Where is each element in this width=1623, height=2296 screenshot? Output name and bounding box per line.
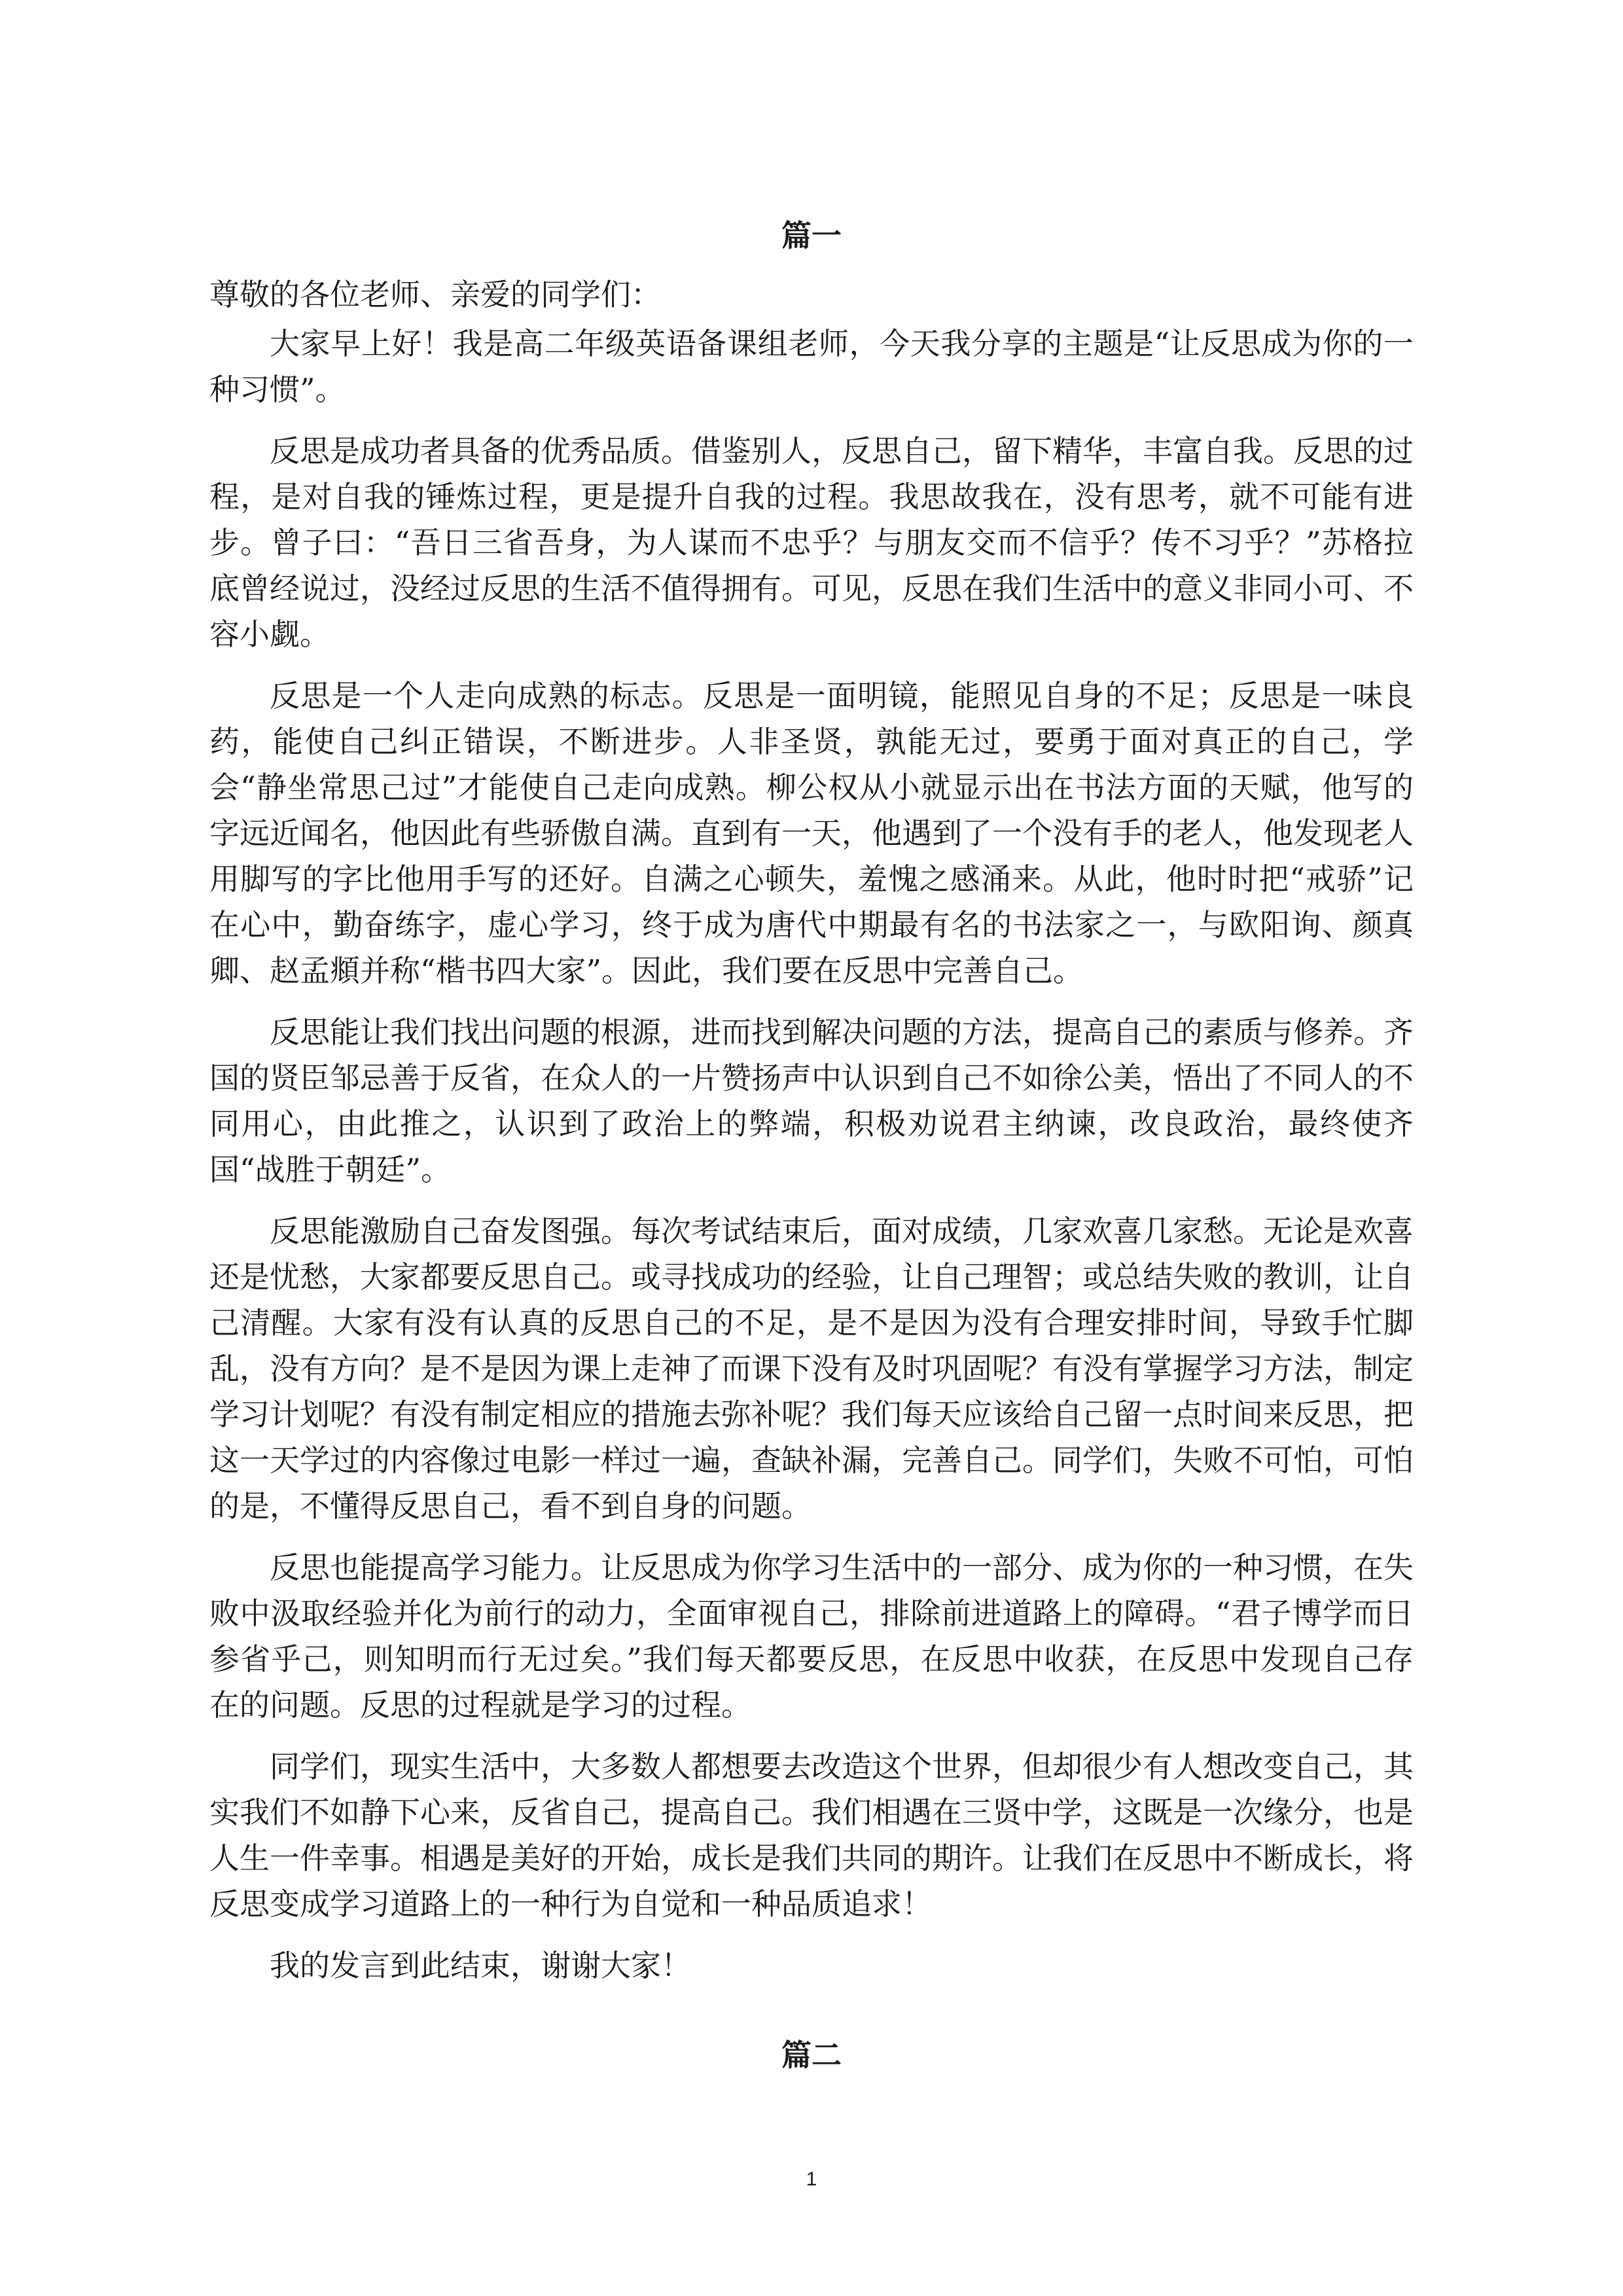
paragraph: 反思是一个人走向成熟的标志。反思是一面明镜，能照见自身的不足；反思是一味良药，能使自己纠正错误，不断进步。人非圣贤，孰能无过，要勇于面对真正的自己，学会“静坐常思己过”才能使自己走向成熟。柳公权从小就显示出在书法方面的天赋，他写的字远近闻名，他因此有些骄傲自满。直到有一天，他遇到了一个没有手的老人，他发现老人用脚写的字比他用手写的还好。自满之心顿失，羞愧之感涌来。从此，他时时把“戒骄”记在心中，勤奋练字，虚心学习，终于成为唐代中期最有名的书法家之一，与欧阳询、颜真卿、赵孟頫并称“楷书四大家”。因此，我们要在反思中完善自己。 (209, 678, 1414, 988)
paragraph: 大家早上好！我是高二年级英语备课组老师，今天我分享的主题是“让反思成为你的一种习惯”。 (209, 326, 1414, 407)
speech-body (209, 321, 1414, 2004)
paragraph: 反思是成功者具备的优秀品质。借鉴别人，反思自己，留下精华，丰富自我。反思的过程，是对自我的锤炼过程，更是提升自我的过程。我思故我在，没有思考，就不可能有进步。曾子曰：“吾日三省吾身，为人谋而不忠乎？与朋友交而不信乎？传不习乎？”苏格拉底曾经说过，没经过反思的生活不值得拥有。可见，反思在我们生活中的意义非同小可、不容小觑。 (209, 433, 1414, 652)
paragraph: 我的发言到此结束，谢谢大家！ (270, 1948, 691, 1983)
section-title-1: 篇一 (781, 218, 842, 253)
section-title-2: 篇二 (781, 2037, 842, 2073)
paragraph: 反思能激励自己奋发图强。每次考试结束后，面对成绩，几家欢喜几家愁。无论是欢喜还是忧愁，大家都要反思自己。或寻找成功的经验，让自己理智；或总结失败的教训，让自己清醒。大家有没有认真的反思自己的不足，是不是因为没有合理安排时间，导致手忙脚乱，没有方向？是不是因为课上走神了而课下没有及时巩固呢？有没有掌握学习方法，制定学习计划呢？有没有制定相应的措施去弥补呢？我们每天应该给自己留一点时间来反思，把这一天学过的内容像过电影一样过一遍，查缺补漏，完善自己。同学们，失败不可怕，可怕的是，不懂得反思自己，看不到自身的问题。 (209, 1213, 1414, 1524)
page-number: 1 (806, 2168, 817, 2190)
paragraph: 反思也能提高学习能力。让反思成为你学习生活中的一部分、成为你的一种习惯，在失败中汲取经验并化为前行的动力，全面审视自己，排除前进道路上的障碍。“君子博学而日参省乎己，则知明而行无过矣。”我们每天都要反思，在反思中收获，在反思中发现自己存在的问题。反思的过程就是学习的过程。 (209, 1550, 1414, 1723)
paragraph: 同学们，现实生活中，大多数人都想要去改造这个世界，但却很少有人想改变自己，其实我们不如静下心来，反省自己，提高自己。我们相遇在三贤中学，这既是一次缘分，也是人生一件幸事。相遇是美好的开始，成长是我们共同的期许。让我们在反思中不断成长，将反思变成学习道路上的一种行为自觉和一种品质追求！ (209, 1749, 1414, 1922)
greeting-line: 尊敬的各位老师、亲爱的同学们： (209, 277, 661, 312)
paragraph: 反思能让我们找出问题的根源，进而找到解决问题的方法，提高自己的素质与修养。齐国的贤臣邹忌善于反省，在众人的一片赞扬声中认识到自己不如徐公美，悟出了不同人的不同用心，由此推之，认识到了政治上的弊端，积极劝说君主纳谏，改良政治，最终使齐国“战胜于朝廷”。 (209, 1014, 1414, 1187)
